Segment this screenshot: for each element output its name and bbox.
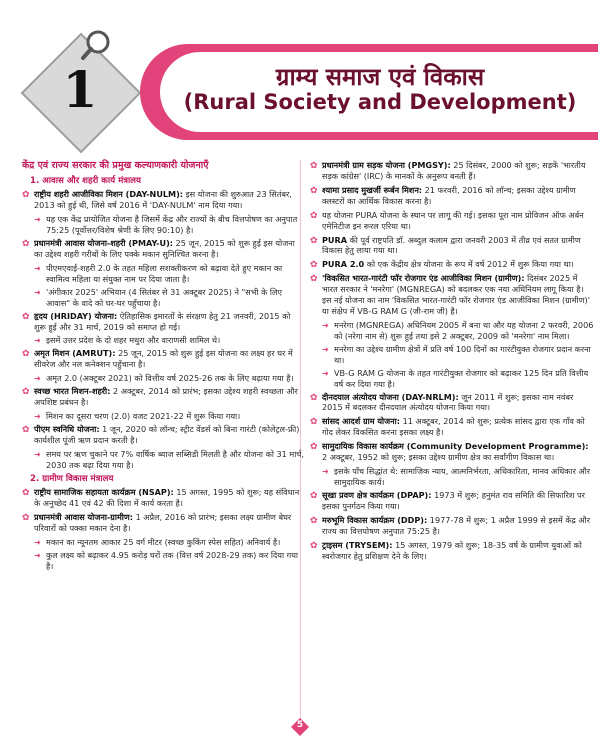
arrow-icon: ➜ bbox=[322, 367, 329, 378]
chapter-title-hindi: ग्राम्य समाज एवं विकास bbox=[275, 62, 485, 91]
item-title: PURA bbox=[322, 234, 348, 245]
sub-item-text: समय पर ऋण चुकाने पर 7% वार्षिक ब्याज सब्सिडी मिलती है और योजना को 31 मार्च, 2030 तक बढ़ा दिया गया है। bbox=[46, 448, 305, 470]
sub-item bbox=[22, 287, 304, 309]
list-item bbox=[22, 238, 304, 260]
item-text: 1 अप्रैल, 2016 को प्रारंभ; इसका लक्ष्य ग्रामीण बेघर परिवारों को पक्का मकान देना है। bbox=[34, 512, 292, 533]
chapter-number: 1 bbox=[62, 60, 98, 119]
sub-item-text: मनरेगा का उद्देश्य ग्रामीण क्षेत्रों में प्रति वर्ष 100 दिनों का गारंटीयुक्त रोजगार प्रदान करना था। bbox=[334, 343, 591, 365]
sub-item bbox=[22, 537, 304, 548]
item-text: 15 अगस्त, 1979 को शुरू; 18-35 वर्ष के ग्रामीण युवाओं को स्वरोजगार हेतु प्रशिक्षण देने के लिए। bbox=[322, 539, 582, 561]
sub-item bbox=[22, 411, 304, 422]
flower-bullet-icon: ✿ bbox=[310, 515, 318, 526]
item-text: 21 फरवरी, 2016 को लॉन्च; इसका उद्देश्य ग्रामीण क्लस्टरों का आर्थिक विकास करना है। bbox=[322, 184, 576, 206]
item-title: सांसद आदर्श ग्राम योजना: bbox=[322, 416, 400, 427]
flower-bullet-icon: ✿ bbox=[310, 210, 318, 221]
item-title: प्रधानमंत्री ग्राम सड़क योजना (PMGSY): bbox=[322, 160, 451, 170]
page-number-badge bbox=[291, 718, 309, 736]
sub-item-text: कुल लक्ष्य को बढ़ाकर 4.95 करोड़ घरों तक (वित्त वर्ष 2028-29 तक) कर दिया गया है। bbox=[46, 549, 299, 571]
arrow-icon: ➜ bbox=[34, 335, 41, 346]
item-text: 11 अक्टूबर, 2014 को शुरू; प्रत्येक सांसद द्वारा एक गाँव को गोद लेकर विकसित करना इसका लक्ष्य है। bbox=[322, 416, 585, 438]
list-item bbox=[310, 416, 594, 438]
list-item bbox=[310, 259, 594, 270]
sub-item bbox=[22, 550, 304, 572]
chapter-title-english: (Rural Society and Development) bbox=[183, 90, 577, 114]
item-title: सामुदायिक विकास कार्यक्रम (Community Development Programme): bbox=[322, 441, 589, 452]
item-title: ट्राइसम (TRYSEM): bbox=[322, 539, 393, 550]
list-item bbox=[22, 386, 304, 408]
sub-item bbox=[310, 466, 594, 488]
flower-bullet-icon: ✿ bbox=[310, 392, 318, 403]
item-text: ऐतिहासिक इमारतों के संरक्षण हेतु 21 जनवरी, 2015 को शुरू हुई और 31 मार्च, 2019 को समाप्त हो गई। bbox=[34, 310, 291, 332]
item-text: 2 अक्टूबर, 1952 को शुरू; इसका उद्देश्य ग्रामीण क्षेत्र का सर्वांगीण विकास था। bbox=[322, 452, 555, 463]
arrow-icon: ➜ bbox=[322, 343, 329, 354]
list-item bbox=[22, 189, 304, 211]
arrow-icon: ➜ bbox=[34, 286, 41, 297]
sub-item-text: मकान का न्यूनतम आकार 25 वर्ग मीटर (स्वच्छ कुकिंग स्पेस सहित) अनिवार्य है। bbox=[46, 536, 281, 547]
item-title: श्यामा प्रसाद मुखर्जी रूर्बन मिशन: bbox=[322, 184, 423, 195]
item-title: राष्ट्रीय सामाजिक सहायता कार्यक्रम (NSAP): bbox=[34, 487, 174, 498]
arrow-icon: ➜ bbox=[322, 466, 329, 477]
sub-item bbox=[310, 344, 594, 366]
flower-bullet-icon: ✿ bbox=[22, 239, 30, 250]
section-heading: केंद्र एवं राज्य सरकार की प्रमुख कल्याणकारी योजनाएँ bbox=[22, 160, 209, 171]
item-text: 25 जून, 2015 को शुरू हुई इस योजना का उद्देश्य शहरी गरीबों के लिए पक्के मकान सुनिश्चित करना है। bbox=[34, 238, 295, 260]
item-title: प्रधानमंत्री आवास योजना-ग्रामीण: bbox=[34, 512, 133, 523]
list-item bbox=[310, 515, 594, 537]
item-text: 1973 में शुरू; हनुमंत राव समिति की सिफारिश पर इसका पुनर्गठन किया गया। bbox=[322, 489, 585, 511]
arrow-icon: ➜ bbox=[34, 214, 41, 225]
item-title: प्रधानमंत्री आवास योजना-शहरी (PMAY-U): bbox=[34, 238, 174, 249]
list-item bbox=[22, 424, 304, 446]
item-title: पीएम स्वनिधि योजना: bbox=[34, 423, 100, 434]
arrow-icon: ➜ bbox=[34, 411, 41, 421]
flower-bullet-icon: ✿ bbox=[22, 488, 30, 499]
item-title: दीनदयाल अंत्योदय योजना (DAY-NRLM): bbox=[322, 391, 459, 402]
item-text: 1 जून, 2020 को लॉन्च; स्ट्रीट वेंडर्स को बिना गारंटी (कोलेट्रल-फ्री) कार्यशील पूंजी ऋण प्रदान करती है। bbox=[34, 423, 300, 445]
sub-item bbox=[22, 449, 304, 471]
item-text: जून 2011 में शुरू; इसका नाम नवंबर 2015 में बदलकर दीनदयाल अंत्योदय योजना किया गया। bbox=[322, 391, 574, 413]
item-title: 'विकसित भारत-गारंटी फॉर रोजगार एंड आजीविका मिशन (ग्रामीण): bbox=[322, 273, 525, 284]
list-item bbox=[310, 441, 594, 463]
urban-schemes-list bbox=[22, 189, 304, 470]
arrow-icon: ➜ bbox=[322, 319, 329, 330]
sub-item bbox=[310, 368, 594, 390]
rural-schemes-list bbox=[22, 487, 304, 571]
item-title: PURA 2.0 bbox=[322, 259, 365, 270]
list-item bbox=[310, 540, 594, 562]
item-title: स्वच्छ भारत मिशन-शहरी: bbox=[34, 386, 111, 397]
list-item bbox=[22, 512, 304, 534]
sub-item bbox=[310, 320, 594, 342]
ministry-heading-urban: 1. आवास और शहरी कार्य मंत्रालय bbox=[30, 175, 141, 186]
left-column bbox=[22, 160, 304, 574]
flower-bullet-icon: ✿ bbox=[22, 349, 30, 360]
flower-bullet-icon: ✿ bbox=[22, 387, 30, 398]
arrow-icon: ➜ bbox=[34, 448, 41, 459]
list-item bbox=[310, 235, 594, 257]
list-item bbox=[310, 185, 594, 207]
item-title: राष्ट्रीय शहरी आजीविका मिशन (DAY-NULM): bbox=[34, 189, 184, 200]
flower-bullet-icon: ✿ bbox=[22, 513, 30, 524]
arrow-icon: ➜ bbox=[34, 536, 41, 547]
right-column bbox=[310, 160, 594, 564]
item-text: को एक केंद्रीय क्षेत्र योजना के रूप में वर्ष 2012 में शुरू किया गया था। bbox=[366, 259, 574, 270]
list-item bbox=[310, 273, 594, 317]
item-title: हृदय (HRIDAY) योजना: bbox=[34, 310, 118, 321]
flower-bullet-icon: ✿ bbox=[310, 540, 318, 551]
arrow-icon: ➜ bbox=[34, 373, 41, 384]
sub-item bbox=[22, 373, 304, 384]
item-text: की पूर्व राष्ट्रपति डॉ. अब्दुल कलाम द्वारा जनवरी 2003 में तीव्र एवं सतत ग्रामीण विकास हेतु लाया गया था। bbox=[322, 234, 581, 256]
list-item bbox=[310, 392, 594, 414]
sub-item-text: इसमें उत्तर प्रदेश के दो शहर मथुरा और वाराणसी शामिल थे। bbox=[46, 335, 221, 346]
flower-bullet-icon: ✿ bbox=[22, 424, 30, 435]
sub-item-text: VB-G RAM G योजना के तहत गारंटीयुक्त रोजगार को बढ़ाकर 125 दिन प्रति वित्तीय वर्ष कर दिया गया है। bbox=[334, 367, 589, 389]
sub-item-text: यह एक केंद्र प्रायोजित योजना है जिसमें केंद्र और राज्यों के बीच वित्तपोषण का अनुपात 75:25 (पूर्वोत्तर/विशेष श्रेणी के लिए 90:10) है। bbox=[46, 214, 298, 236]
flower-bullet-icon: ✿ bbox=[310, 274, 318, 285]
item-title: सूखा प्रवण क्षेत्र कार्यक्रम (DPAP): bbox=[322, 489, 432, 500]
list-item bbox=[310, 160, 594, 182]
list-item bbox=[22, 348, 304, 370]
flower-bullet-icon: ✿ bbox=[22, 190, 30, 201]
item-text: 25 दिसंबर, 2000 को शुरू; सड़कें 'भारतीय सड़क कांग्रेस' (IRC) के मानकों के अनुरूप बनती हैं। bbox=[322, 160, 586, 181]
item-text: 2 अक्टूबर, 2014 को प्रारंभ; इसका उद्देश्य शहरी स्वच्छता और अपशिष्ट प्रबंधन है। bbox=[34, 386, 298, 408]
flower-bullet-icon: ✿ bbox=[310, 490, 318, 501]
list-item bbox=[310, 210, 594, 232]
sub-item-text: 'अंगीकार 2025' अभियान (4 सितंबर से 31 अक्टूबर 2025) ने "सभी के लिए आवास" के वादे को घर-घर पहुँचाया है। bbox=[46, 286, 282, 308]
page-number: 5 bbox=[296, 720, 304, 730]
sub-item-text: मनरेगा (MGNREGA) अधिनियम 2005 में बना था और यह योजना 2 फरवरी, 2006 को (नरेगा नाम से) शुरू हुई तथा इसे 2 अक्टूबर, 2009 को 'मनरेगा' नाम मिला। bbox=[334, 319, 594, 341]
item-title: मरुभूमि विकास कार्यक्रम (DDP): bbox=[322, 514, 428, 525]
item-text: इस योजना की शुरुआत 23 सितंबर, 2013 को हुई थी, जिसे वर्ष 2016 में 'DAY-NULM' नाम दिया गया। bbox=[34, 189, 292, 211]
item-text: 1977-78 में शुरू; 1 अप्रैल 1999 से इसमें केंद्र और राज्य का वित्तपोषण अनुपात 75:25 है। bbox=[322, 514, 591, 536]
item-text: 15 अगस्त, 1995 को शुरू; यह संविधान के अनुच्छेद 41 एवं 42 की दिशा में कार्य करता है। bbox=[34, 487, 300, 509]
item-title: अमृत मिशन (AMRUT): bbox=[34, 348, 116, 359]
flower-bullet-icon: ✿ bbox=[310, 235, 318, 246]
sub-item bbox=[22, 263, 304, 285]
list-item bbox=[22, 311, 304, 333]
flower-bullet-icon: ✿ bbox=[310, 417, 318, 428]
arrow-icon: ➜ bbox=[34, 262, 41, 273]
schemes-list-right bbox=[310, 160, 594, 561]
item-text: यह योजना PURA योजना के स्थान पर लागू की गई। इसका पूरा नाम प्रोविजन ऑफ अर्बन एमेनिटीज इन रूरल एरिया था। bbox=[322, 209, 584, 231]
arrow-icon: ➜ bbox=[34, 549, 41, 560]
sub-item bbox=[22, 335, 304, 346]
list-item bbox=[310, 490, 594, 512]
ministry-heading-rural: 2. ग्रामीण विकास मंत्रालय bbox=[30, 473, 114, 484]
search-icon bbox=[80, 28, 114, 62]
item-text: 25 जून, 2015 को शुरू हुई इस योजना का लक्ष्य हर घर में सीवरेज और नल कनेक्शन पहुँचाना है। bbox=[34, 348, 293, 370]
flower-bullet-icon: ✿ bbox=[310, 442, 318, 453]
flower-bullet-icon: ✿ bbox=[310, 260, 318, 271]
sub-item-text: इसके पाँच सिद्धांत थे: सामाजिक न्याय, आत्मनिर्भरता, अधिकारिता, मानव अधिकार और सामुदायिक कार्य। bbox=[334, 466, 591, 487]
list-item bbox=[22, 487, 304, 509]
sub-item-text: पीएमएवाई-शहरी 2.0 के तहत महिला सशक्तीकरण को बढ़ावा देते हुए मकान का स्वामित्व महिला या संयुक्त नाम पर दिया जाता है। bbox=[46, 262, 283, 284]
sub-item-text: अमृत 2.0 (अक्टूबर 2021) को वित्तीय वर्ष 2025-26 तक के लिए बढ़ाया गया है। bbox=[46, 373, 294, 384]
flower-bullet-icon: ✿ bbox=[22, 311, 30, 322]
item-text: दिसंबर 2025 में भारत सरकार ने 'मनरेगा' (MGNREGA) को बदलकर एक नया अधिनियम लागू किया है। इस नई योजना का नाम 'विकसित भारत-गारंटी फॉर रोजगार एंड आजीविका मिशन (ग्रामीण)' या संक्षेप में VB-G RAM G (जी-राम जी) है। bbox=[322, 273, 590, 317]
sub-item-text: मिशन का दूसरा चरण (2.0) वजट 2021-22 में शुरू किया गया। bbox=[46, 411, 241, 421]
flower-bullet-icon: ✿ bbox=[310, 185, 318, 196]
sub-item bbox=[22, 214, 304, 236]
flower-bullet-icon: ✿ bbox=[310, 161, 318, 171]
